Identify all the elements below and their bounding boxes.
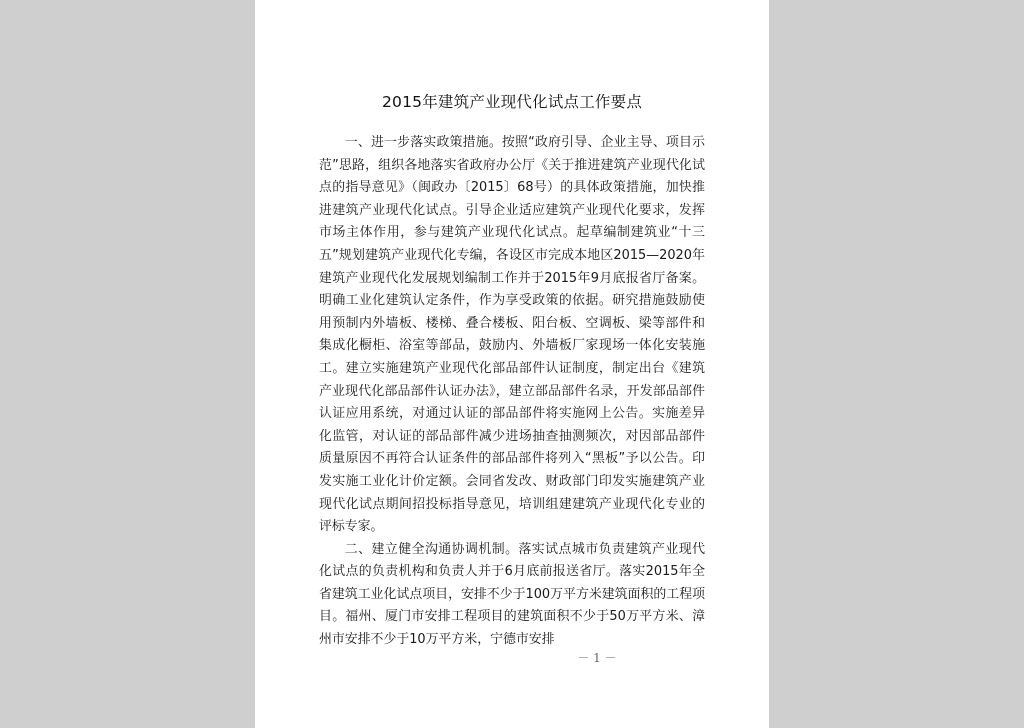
document-page [255, 0, 769, 728]
page-number: － 1 － [577, 651, 617, 665]
paragraph-policy-measures: 一、进一步落实政策措施。按照“政府引导、企业主导、项目示范”思路，组织各地落实省政府办公厅《关于推进建筑产业现代化试点的指导意见》（闽政办〔2015〕68号）的具体政策措施，加快推进建筑产业现代化试点。引导企业适应建筑产业现代化要求，发挥市场主体作用，参与建筑产业现代化试点。起草编制建筑业“十三五”规划建筑产业现代化专编，各设区市完成本地区2015—2020年建筑产业现代化发展规划编制工作并于2015年9月底报省厅备案。明确工业化建筑认定条件，作为享受政策的依据。研究措施鼓励使用预制内外墙板、楼梯、叠合楼板、阳台板、空调板、梁等部件和集成化橱柜、浴室等部品，鼓励内、外墙板厂家现场一体化安装施工。建立实施建筑产业现代化部品部件认证制度，制定出台《建筑产业现代化部品部件认证办法》，建立部品部件名录，开发部品部件认证应用系统，对通过认证的部品部件将实施网上公告。实施差异化监管，对认证的部品部件减少进场抽查抽测频次，对因部品部件质量原因不再符合认证条件的部品部件将列入“黑板”予以公告。印发实施工业化计价定额。会同省发改、财政部门印发实施建筑产业现代化试点期间招投标指导意见，培训组建建筑产业现代化专业的评标专家。 [319, 135, 705, 535]
document-body [319, 132, 705, 652]
document-title: 2015年建筑产业现代化试点工作要点 [381, 93, 643, 111]
paragraph-coordination-mechanism: 二、建立健全沟通协调机制。落实试点城市负责建筑产业现代化试点的负责机构和负责人并于6月底前报送省厅。落实2015年全省建筑工业化试点项目，安排不少于100万平方米建筑面积的工程项目。福州、厦门市安排工程项目的建筑面积不少于50万平方米、漳州市安排不少于10万平方米，宁德市安排 [319, 541, 705, 648]
